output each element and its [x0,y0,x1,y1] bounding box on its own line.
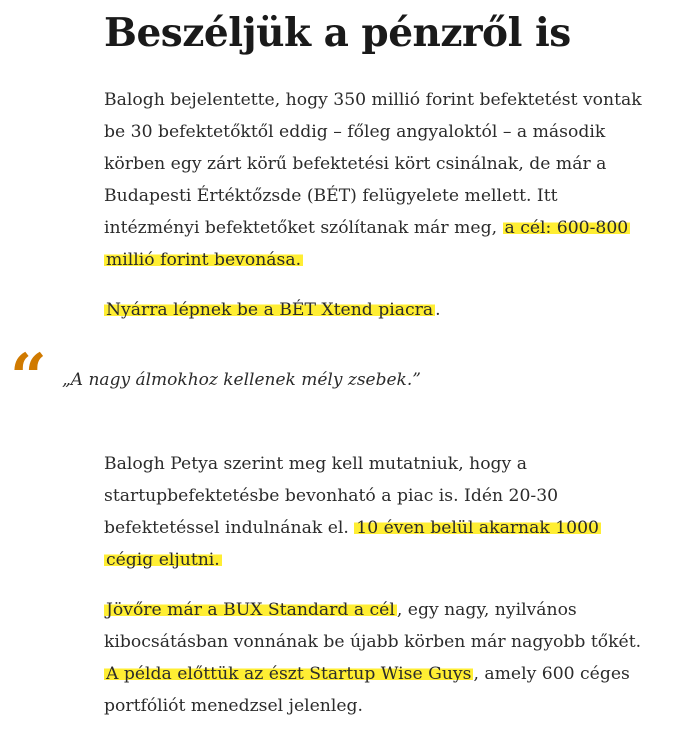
highlighted-text: Jövőre már a BUX Standard a cél [106,600,395,620]
quote-mark-icon: “ [10,340,47,415]
highlighted-text-2: A példa előttük az észt Startup Wise Guys [106,664,472,684]
paragraph-text-2: , amely 600 céges portfóliót menedzsel jelenleg. [104,664,630,716]
paragraph-text: Balogh bejelentette, hogy 350 millió forint befektetést vontak be 30 befektetőktől eddig – főleg angyaloktól – a második körben egy zárt körű befektetési kört csinálnak, de már a Budapesti Értéktőzsde (BÉT) felügyelete mellett. Itt intézményi befektetőket szólítanak már meg, [104,90,642,238]
quote-text: „A nagy álmokhoz kellenek mély zsebek.” [62,370,421,390]
highlighted-text: 10 éven belül akarnak 1000 cégig eljutni. [106,518,599,570]
paragraph-investment [104,84,649,276]
highlighted-text: a cél: 600-800 millió forint bevonása. [106,218,629,270]
pull-quote [10,340,670,415]
paragraph-text: Balogh Petya szerint meg kell mutatniuk, hogy a startupbefektetésbe bevonható a piac is. Idén 20-30 befektetéssel indulnának el. [104,454,559,538]
paragraph-text-after: . [435,300,441,320]
paragraph-text: , egy nagy, nyilvános kibocsátásban vonnának be újabb körben már nagyobb tőkét. [104,600,642,652]
paragraph-bux [104,594,649,722]
paragraph-xtend [104,294,649,326]
section-heading: Beszéljük a pénzről is [104,10,571,56]
highlighted-text: Nyárra lépnek be a BÉT Xtend piacra [106,300,434,320]
paragraph-market [104,448,649,576]
